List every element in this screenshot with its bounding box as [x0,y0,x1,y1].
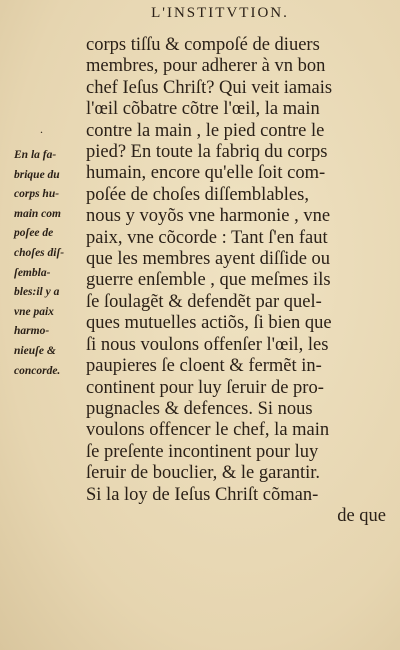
text-line: humain, encore qu'elle ſoit com- [86,163,326,184]
text-line: poſée de choſes diſſemblables, [86,184,309,205]
margin-line: bles:il y a [14,286,60,299]
catchword: de que [337,505,386,526]
text-line: corps tiſſu & compoſé de diuers [86,35,320,55]
text-line: ſi nous voulons offenſer l'œil, les [86,334,329,355]
margin-line: concorde. [14,364,61,377]
main-text-block [86,35,386,527]
text-line: guerre enſemble , que meſmes ils [86,270,331,291]
text-line: pied? En toute la fabriq du corps [86,142,328,163]
margin-line: nieuſe & [14,344,56,357]
text-line: que les membres ayent diſſide ou [86,249,331,270]
text-line: Si la loy de Ieſus Chriſt cõman- [86,484,319,505]
text-line: nous y voyõs vne harmonie , vne [86,206,331,227]
text-line: chef Ieſus Chriſt? Qui veit iamais [86,77,333,98]
text-line: membres, pour adherer à vn bon [86,56,326,77]
margin-line: corps hu- [14,188,60,201]
text-line: ſeruir de bouclier, & le garantir. [86,463,321,484]
margin-line: En la fa- [14,149,57,161]
text-line: ſe ſoulagẽt & defendẽt par quel- [86,291,322,312]
text-line: continent pour luy ſeruir de pro- [86,377,324,398]
text-line: voulons offencer le chef, la main [86,420,330,441]
running-head-text: L'INSTITVTION. [151,5,289,21]
text-line: ſe preſente incontinent pour luy [86,441,319,462]
text-line: pugnacles & defences. Si nous [86,398,313,419]
marginal-note [14,146,84,381]
running-head [0,5,400,22]
margin-line: poſee de [14,227,54,240]
text-line: ques mutuelles actiõs, ſi bien que [86,313,332,334]
margin-mark: . [40,122,43,136]
margin-line: main com [14,207,61,220]
margin-line: choſes diſ- [14,246,65,259]
margin-line: ſembla- [14,266,51,279]
text-line: paix, vne cõcorde : Tant ſ'en faut [86,227,328,248]
text-line: contre la main , le pied contre le [86,120,325,141]
text-line: paupieres ſe cloent & fermẽt in- [86,356,322,377]
margin-line: harmo- [14,325,50,338]
margin-line: vne paix [14,305,54,318]
text-line: l'œil cõbatre cõtre l'œil, la main [86,99,320,120]
margin-line: brique du [14,168,60,181]
